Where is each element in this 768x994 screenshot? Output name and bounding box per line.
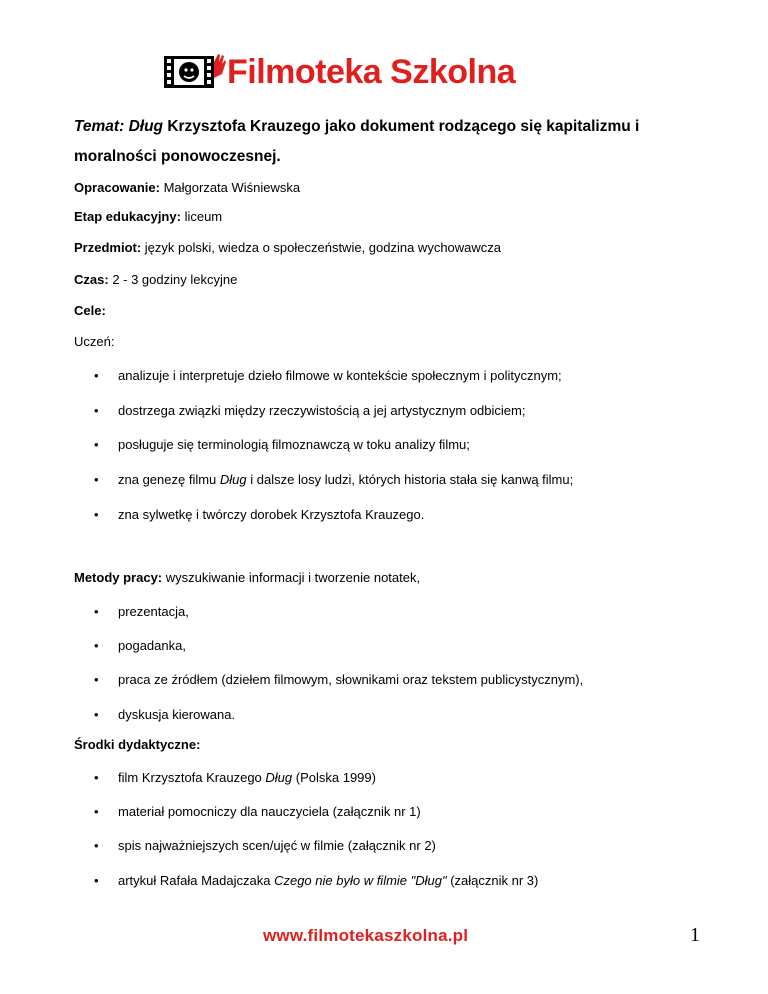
student-label: Uczeń: (74, 334, 115, 349)
means-text: materiał pomocniczy dla nauczyciela (załącznik nr 1) (118, 804, 421, 819)
means-text-pre: artykuł Rafała Madajczaka (118, 873, 275, 888)
lesson-title (74, 112, 704, 172)
means-text: spis najważniejszych scen/ujęć w filmie (załącznik nr 2) (118, 838, 436, 853)
time-row (74, 272, 237, 288)
stage-row (74, 209, 222, 225)
author-value: Małgorzata Wiśniewska (163, 180, 301, 195)
student-row (74, 334, 114, 350)
bullet: • (94, 368, 99, 383)
bullet: • (94, 672, 99, 687)
method-text: pogadanka, (118, 638, 186, 653)
filmoteka-logo (164, 52, 515, 92)
film-strip-hand-icon (164, 52, 226, 92)
bullet: • (94, 770, 99, 785)
goal-text: posługuje się terminologią filmoznawczą w toku analizy filmu; (118, 437, 470, 452)
means-text-post: (załącznik nr 3) (446, 873, 539, 888)
author-label: Opracowanie: (74, 180, 160, 195)
stage-value: liceum (184, 209, 223, 224)
title-label: Temat: (74, 118, 125, 135)
subject-row (74, 240, 501, 256)
goal-text-post: i dalsze losy ludzi, których historia stała się kanwą filmu; (246, 472, 574, 487)
bullet: • (94, 804, 99, 819)
means-text-pre: film Krzysztofa Krauzego (118, 770, 266, 785)
means-label: Środki dydaktyczne: (74, 737, 201, 752)
means-heading (74, 737, 200, 753)
means-text-article: Czego nie było w filmie "Dług" (274, 873, 447, 888)
goal-text-film: Dług (219, 472, 247, 487)
goal-text: dostrzega związki między rzeczywistością a jej artystycznym odbiciem; (118, 403, 526, 418)
logo-text: Filmoteka Szkolna (227, 53, 516, 91)
goal-text: zna sylwetkę i twórczy dorobek Krzysztofa Krauzego. (118, 507, 425, 522)
bullet: • (94, 873, 99, 888)
bullet: • (94, 507, 99, 522)
title-film: Dług (128, 118, 163, 135)
subject-value: język polski, wiedza o społeczeństwie, godzina wychowawcza (144, 240, 502, 255)
bullet: • (94, 472, 99, 487)
goal-text (118, 472, 573, 488)
subject-label: Przedmiot: (74, 240, 142, 255)
lesson-title-block (74, 112, 704, 172)
goal-text: analizuje i interpretuje dzieło filmowe w kontekście społecznym i politycznym; (118, 368, 562, 383)
bullet: • (94, 604, 99, 619)
author-row (74, 180, 300, 196)
means-text (118, 770, 376, 786)
method-text: dyskusja kierowana. (118, 707, 236, 722)
means-text-post: (Polska 1999) (292, 770, 376, 785)
time-label: Czas: (74, 272, 109, 287)
methods-value: wyszukiwanie informacji i tworzenie notatek, (165, 570, 421, 585)
time-value: 2 - 3 godziny lekcyjne (112, 272, 238, 287)
title-rest-line2: moralności ponowoczesnej. (74, 148, 281, 165)
goal-text-pre: zna genezę filmu (118, 472, 220, 487)
means-text-film: Dług (265, 770, 293, 785)
method-text: prezentacja, (118, 604, 189, 619)
bullet: • (94, 403, 99, 418)
footer-url-link[interactable]: www.filmotekaszkolna.pl (263, 926, 469, 945)
stage-label: Etap edukacyjny: (74, 209, 181, 224)
methods-label: Metody pracy: (74, 570, 163, 585)
goals-heading (74, 303, 106, 319)
method-text: praca ze źródłem (dziełem filmowym, słownikami oraz tekstem publicystycznym), (118, 672, 584, 687)
means-text (118, 873, 538, 889)
goals-label: Cele: (74, 303, 106, 318)
bullet: • (94, 437, 99, 452)
title-rest-line1: Krzysztofa Krauzego jako dokument rodzącego się kapitalizmu i (167, 118, 640, 135)
page-number: 1 (690, 924, 700, 946)
bullet: • (94, 638, 99, 653)
methods-row (74, 570, 420, 586)
bullet: • (94, 707, 99, 722)
bullet: • (94, 838, 99, 853)
